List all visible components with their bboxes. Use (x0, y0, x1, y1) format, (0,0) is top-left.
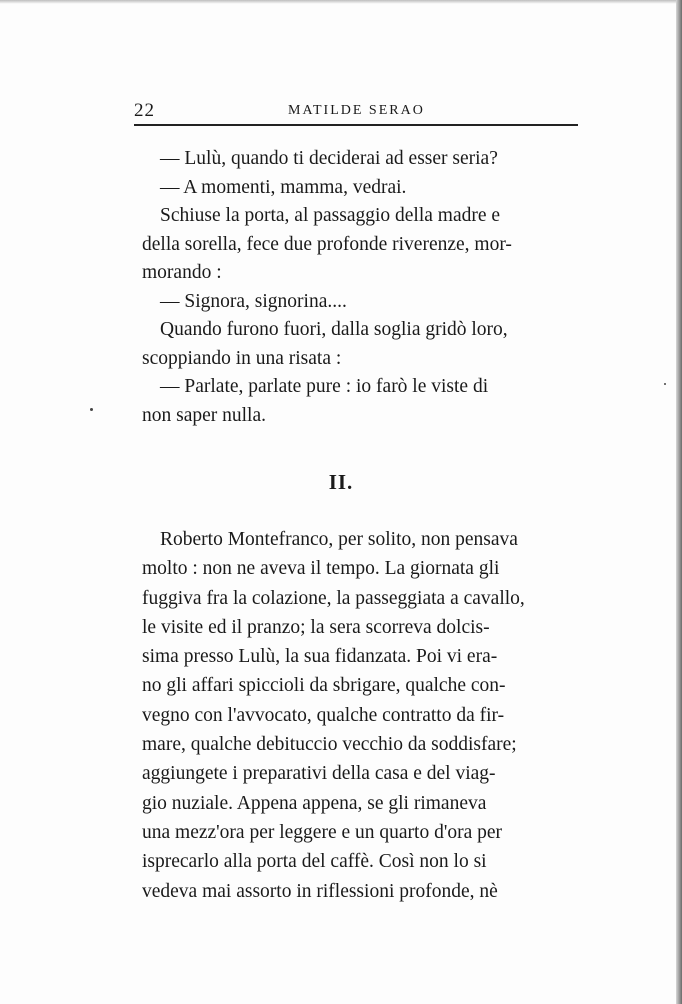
text-line: sima presso Lulù, la sua fidanzata. Poi vi era- (142, 646, 498, 668)
text-line: scoppiando in una risata : (142, 347, 342, 369)
text-line: una mezz'ora per leggere e un quarto d'ora per (142, 821, 503, 843)
text-line: Schiuse la porta, al passaggio della madre e (160, 205, 501, 226)
dialogue-block (142, 145, 572, 430)
scan-edge-top (0, 0, 682, 4)
text-line: no gli affari spiccioli da sbrigare, qualche con- (142, 675, 506, 697)
page-header (134, 100, 578, 124)
text-line: della sorella, fece due profonde riverenze, mor- (142, 233, 512, 255)
text-line: Roberto Montefranco, per solito, non pensava (160, 529, 518, 550)
text-line: — Signora, signorina.... (160, 290, 347, 312)
scan-speck (664, 383, 666, 385)
running-title: MATILDE SERAO (288, 103, 425, 118)
scan-speck (90, 408, 93, 411)
text-line: morando : (142, 262, 222, 283)
scan-edge-right (676, 0, 682, 1004)
chapter-heading: II. (328, 470, 354, 494)
text-line: fuggiva fra la colazione, la passeggiata a cavallo, (142, 587, 525, 609)
text-line: vedeva mai assorto in riflessioni profonde, nè (142, 880, 498, 902)
header-rule (134, 124, 578, 126)
page-number: 22 (134, 100, 155, 121)
text-line: — Parlate, parlate pure : io farò le viste di (160, 376, 489, 397)
text-line: gio nuziale. Appena appena, se gli rimaneva (142, 792, 487, 814)
text-line: non saper nulla. (142, 404, 267, 426)
text-line: le visite ed il pranzo; la sera scorreva dolcis- (142, 616, 490, 638)
text-line: molto : non ne aveva il tempo. La giornata gli (142, 558, 500, 580)
text-line: — Lulù, quando ti deciderai ad esser seria? (160, 148, 498, 169)
text-line: vegno con l'avvocato, qualche contratto da fir- (142, 704, 505, 726)
text-line: mare, qualche debituccio vecchio da soddisfare; (142, 734, 517, 756)
text-line: isprecarlo alla porta del caffè. Così non lo si (142, 851, 487, 873)
paragraph-block (142, 525, 572, 906)
text-line: aggiungete i preparativi della casa e del viag- (142, 763, 496, 785)
text-line: Quando furono fuori, dalla soglia gridò loro, (160, 319, 508, 340)
text-line: — A momenti, mamma, vedrai. (160, 176, 407, 198)
